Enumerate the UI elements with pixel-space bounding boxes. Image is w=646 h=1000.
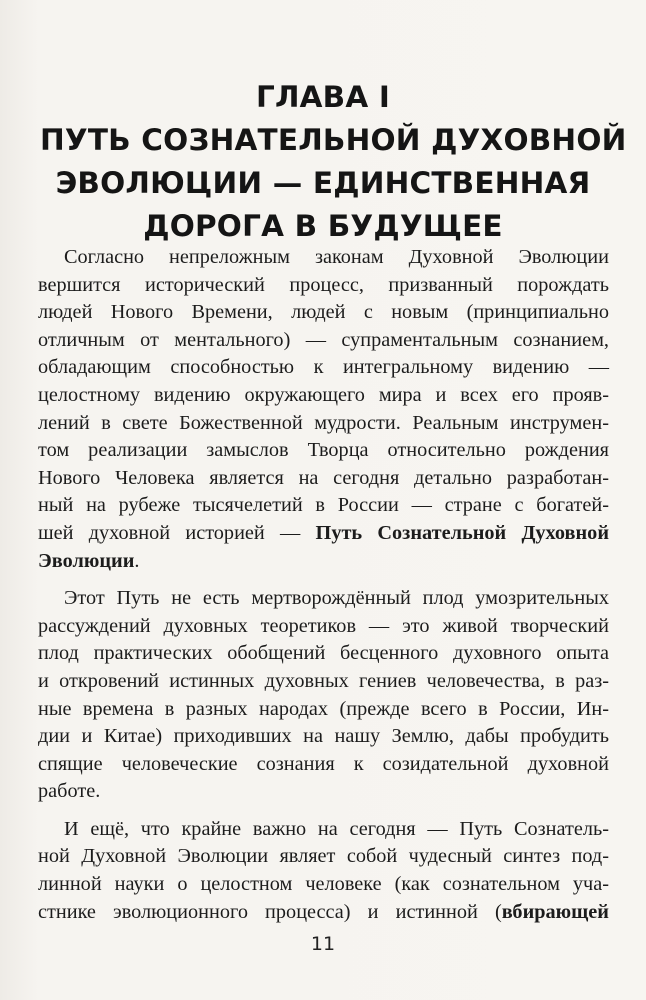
paragraph-spacer bbox=[38, 806, 609, 816]
text-line: отличным от ментального) — супраментальным сознанием, bbox=[38, 328, 609, 351]
text-line: ной Духовной Эволюции являет собой чудесный синтез под- bbox=[38, 845, 609, 868]
paragraph bbox=[38, 585, 609, 806]
chapter-title-line: ПУТЬ СОЗНАТЕЛЬНОЙ ДУХОВНОЙ bbox=[40, 123, 627, 157]
text-line: рассуждений духовных теоретиков — это живой творческий bbox=[38, 614, 609, 637]
paragraph-spacer bbox=[38, 575, 609, 585]
text-line: лений в свете Божественной мудрости. Реальным инструмен- bbox=[38, 411, 609, 434]
page-number: 11 bbox=[310, 933, 336, 955]
text-line: плод практических обобщений бесценного духовного опыта bbox=[38, 642, 609, 665]
paragraph bbox=[38, 816, 609, 926]
chapter-title-line: ДОРОГА В БУДУЩЕЕ bbox=[143, 209, 503, 243]
text-line: линной науки о целостном человеке (как сознательном уча- bbox=[38, 873, 609, 896]
text-line: вершится исторический процесс, призванный порождать bbox=[38, 273, 609, 296]
body-text bbox=[38, 244, 609, 926]
paragraph bbox=[38, 244, 609, 575]
text-line: Этот Путь не есть мертворождённый плод умозрительных bbox=[64, 587, 609, 610]
bold-phrase: Эволюции bbox=[38, 549, 135, 572]
chapter-title-line: ЭВОЛЮЦИИ — ЕДИНСТВЕННАЯ bbox=[55, 166, 591, 200]
text-line: Эволюции. bbox=[38, 549, 140, 572]
bold-phrase: вбирающей bbox=[501, 900, 609, 923]
text-line: Согласно непреложным законам Духовной Эволюции bbox=[64, 246, 609, 268]
text-line: И ещё, что крайне важно на сегодня — Путь Сознатель- bbox=[64, 817, 609, 840]
chapter-number: ГЛАВА I bbox=[255, 80, 391, 114]
text-line: ный на рубеже тысячелетий в России — стране с богатей- bbox=[38, 494, 609, 517]
text-line: ные времена в разных народах (прежде всего в России, Ин- bbox=[38, 697, 609, 720]
text-line: стнике эволюционного процесса) и истинной (вбирающей bbox=[38, 900, 609, 923]
text-line: и откровений истинных духовных гениев человечества, в раз- bbox=[38, 669, 609, 692]
text-line: целостному видению окружающего мира и всех его прояв- bbox=[38, 383, 609, 406]
text-line: том реализации замыслов Творца относительно рождения bbox=[38, 439, 609, 462]
text-line: Нового Человека является на сегодня детально разработан- bbox=[38, 466, 609, 489]
text-line: людей Нового Времени, людей с новым (принципиально bbox=[38, 301, 609, 324]
chapter-heading bbox=[40, 76, 627, 248]
bold-phrase: Путь Сознательной Духовной bbox=[315, 521, 610, 544]
text-line: шей духовной историей — Путь Сознательной Духовной bbox=[38, 521, 610, 544]
text-line: спящие человеческие сознания к созидательной духовной bbox=[38, 752, 609, 775]
text-line: дии и Китае) приходивших на нашу Землю, дабы пробудить bbox=[38, 725, 609, 748]
text-line: работе. bbox=[38, 780, 101, 803]
text-line: обладающим способностью к интегральному видению — bbox=[38, 356, 609, 379]
